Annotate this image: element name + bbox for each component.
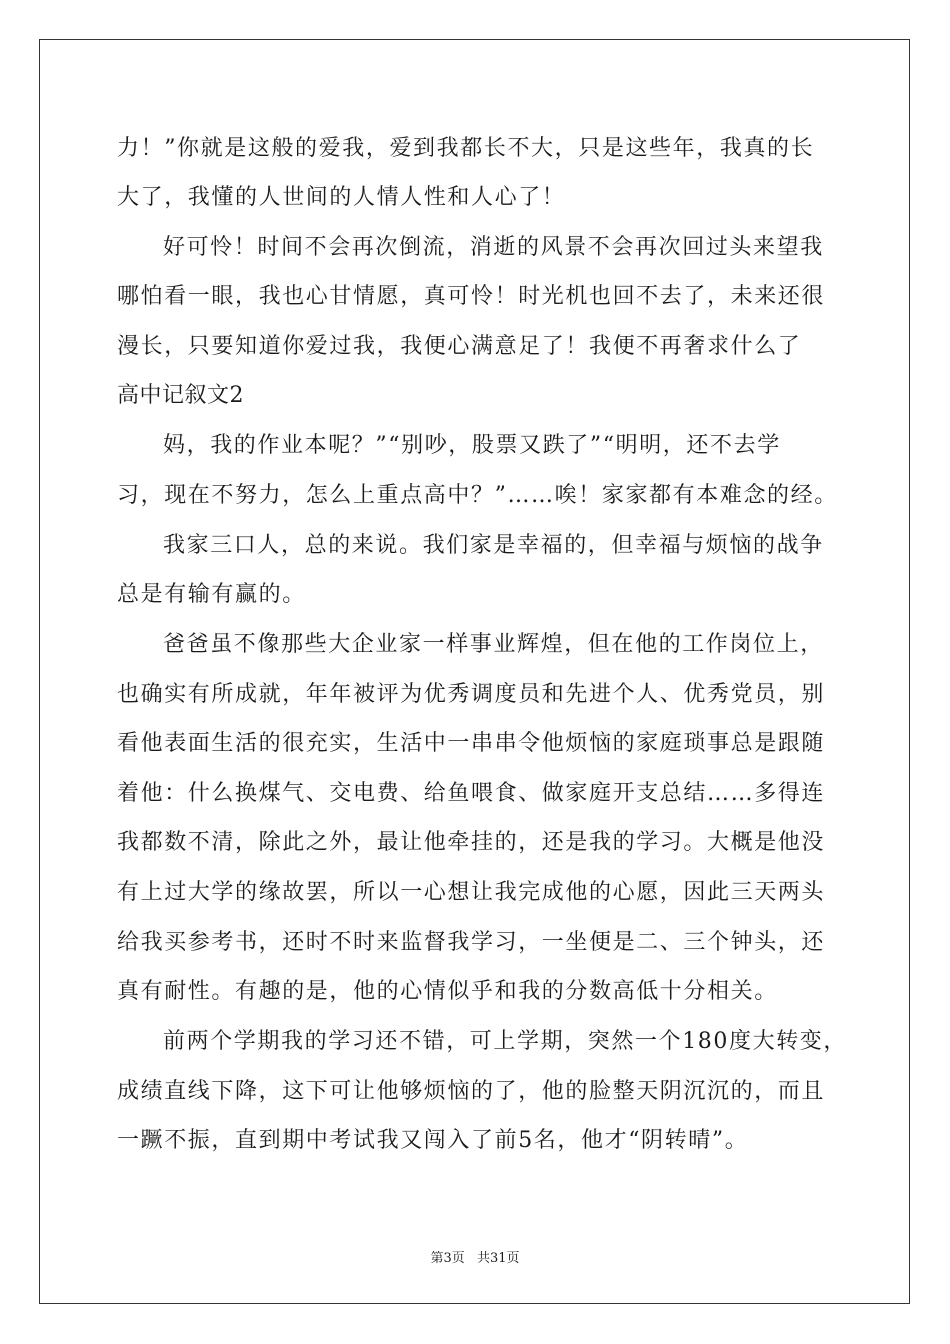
text-line: 力！”你就是这般的爱我，爱到我都长不大，只是这些年，我真的长 (117, 136, 815, 161)
text-line: 大了，我懂的人世间的人情人性和人心了！ (117, 185, 566, 210)
text-line: 给我买参考书，还时不时来监督我学习，一坐便是二、三个钟头，还 (117, 930, 826, 955)
text-line: 真有耐性。有趣的是，他的心情似乎和我的分数高低十分相关。 (117, 979, 778, 1004)
text-line: 一蹶不振，直到期中考试我又闯入了前5名，他才“阴转晴”。 (117, 1128, 749, 1153)
page-border (39, 39, 910, 1304)
text-line: 我家三口人，总的来说。我们家是幸福的，但幸福与烦恼的战争 (163, 533, 824, 558)
text-line: 哪怕看一眼，我也心甘情愿，真可怜！时光机也回不去了，未来还很 (117, 284, 826, 309)
text-line: 有上过大学的缘故罢，所以一心想让我完成他的心愿，因此三天两头 (117, 880, 826, 905)
text-line: 爸爸虽不像那些大企业家一样事业辉煌，但在他的工作岗位上， (163, 632, 824, 657)
text-line: 习，现在不努力，怎么上重点高中？”……唉！家家都有本难念的经。 (117, 483, 838, 508)
text-line: 成绩直线下降，这下可让他够烦恼的了，他的脸整天阴沉沉的，而且 (117, 1079, 826, 1104)
text-line: 前两个学期我的学习还不错，可上学期，突然一个180度大转变， (163, 1029, 847, 1054)
page-footer (0, 1247, 950, 1266)
page-number: 第3页 (430, 1251, 465, 1266)
text-line: 总是有输有赢的。 (117, 582, 306, 607)
text-line: 也确实有所成就，年年被评为优秀调度员和先进个人、优秀党员，别 (117, 682, 826, 707)
page-total: 共31页 (476, 1251, 520, 1266)
text-line: 我都数不清，除此之外，最让他牵挂的，还是我的学习。大概是他没 (117, 830, 826, 855)
text-line: 看他表面生活的很充实，生活中一串串令他烦恼的家庭琐事总是跟随 (117, 731, 826, 756)
section-heading: 高中记叙文2 (117, 383, 244, 408)
text-line: 漫长，只要知道你爱过我，我便心满意足了！我便不再奢求什么了 (117, 334, 802, 359)
text-line: 妈，我的作业本呢？”“别吵，股票又跌了”“明明，还不去学 (163, 433, 781, 458)
text-line: 好可怜！时间不会再次倒流，消逝的风景不会再次回过头来望我 (163, 235, 824, 260)
text-line: 着他：什么换煤气、交电费、给鱼喂食、做家庭开支总结……多得连 (117, 781, 826, 806)
